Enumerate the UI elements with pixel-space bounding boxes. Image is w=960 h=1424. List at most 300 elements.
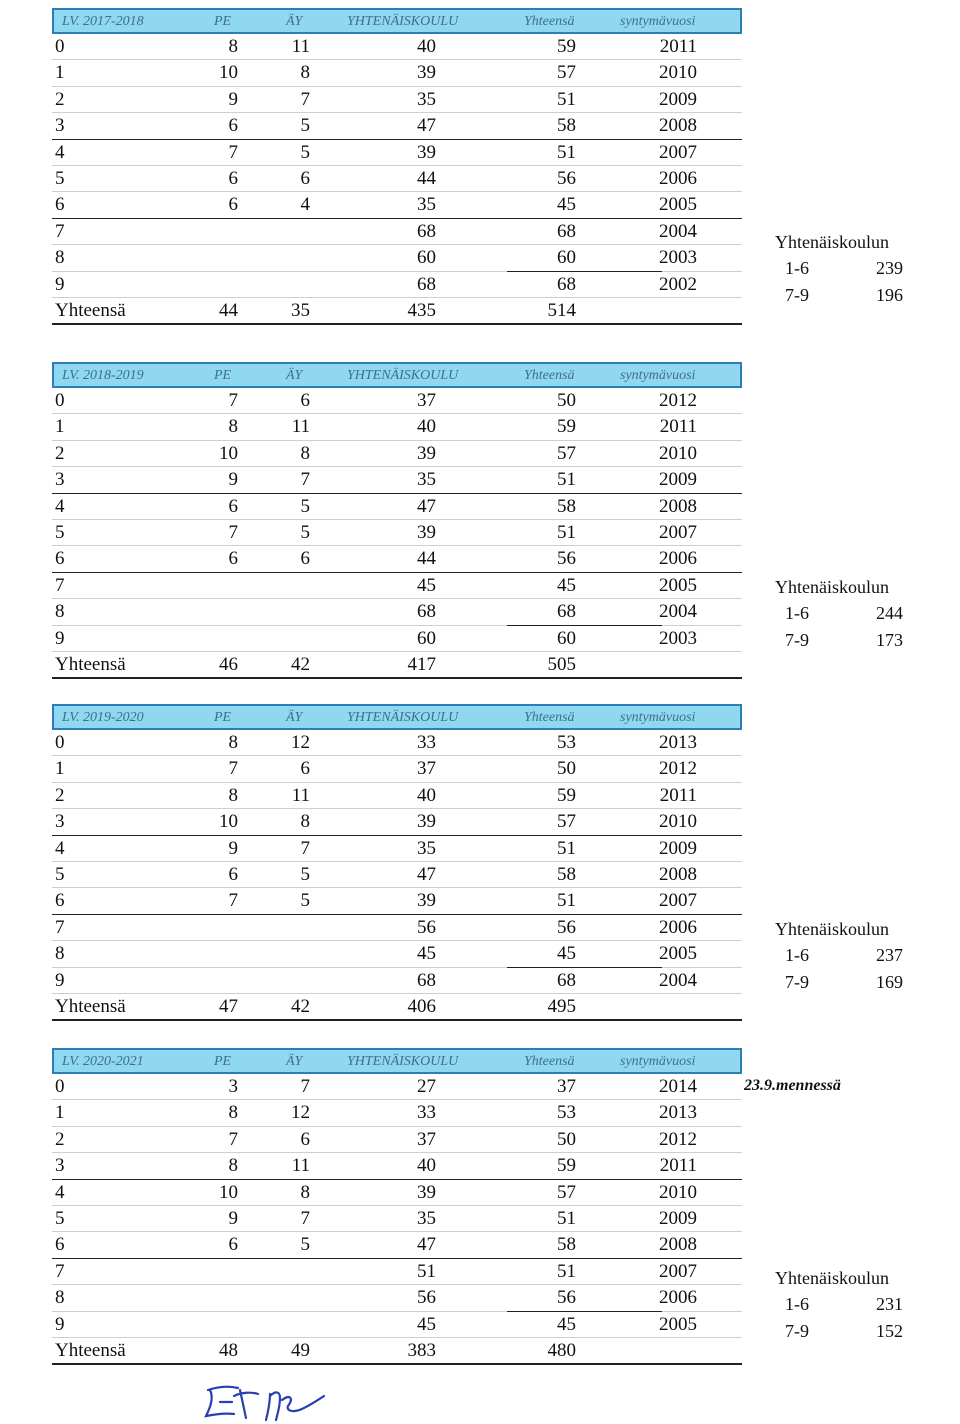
cell-grade: 2: [55, 88, 65, 110]
table-row: [52, 1206, 742, 1232]
cell-syntymavuosi: 2007: [659, 521, 697, 543]
cell-yhtenaiskoulu: 417: [407, 653, 436, 675]
cell-grade: 1: [55, 62, 65, 84]
cell-yhteensa: 51: [557, 837, 576, 859]
header-ay: ÄY: [286, 1054, 303, 1069]
table-row: [52, 219, 742, 245]
cell-ay: 8: [300, 62, 310, 84]
table-row: [52, 1312, 742, 1338]
cell-ay: 5: [300, 495, 310, 517]
cell-syntymavuosi: 2010: [659, 62, 697, 84]
table-row: [52, 414, 742, 440]
summary-title: Yhtenäiskoulun: [775, 919, 889, 939]
summary-title: Yhtenäiskoulun: [775, 577, 889, 597]
cell-pe: 6: [228, 194, 238, 216]
header-syntymavuosi: syntymävuosi: [620, 1054, 696, 1069]
cell-pe: 8: [228, 1102, 238, 1124]
cell-syntymavuosi: 2009: [659, 1207, 697, 1229]
cell-yhtenaiskoulu: 68: [417, 220, 436, 242]
cell-grade: Yhteensä: [55, 1339, 126, 1361]
cell-syntymavuosi: 2010: [659, 442, 697, 464]
cell-yhteensa: 68: [557, 273, 576, 295]
cell-syntymavuosi: 2003: [659, 627, 697, 649]
cell-pe: 7: [228, 521, 238, 543]
cell-yhteensa: 50: [557, 1128, 576, 1150]
cell-pe: 9: [228, 1207, 238, 1229]
table-row: [52, 166, 742, 192]
cell-yhtenaiskoulu: 33: [417, 1102, 436, 1124]
cell-pe: 8: [228, 36, 238, 57]
cell-grade: 4: [55, 495, 65, 517]
cell-grade: 7: [55, 1260, 65, 1282]
summary-grades: 7-9: [785, 285, 809, 305]
table-row: [52, 441, 742, 467]
table-row: [52, 1259, 742, 1285]
total-row: [52, 652, 742, 678]
cell-grade: 6: [55, 194, 65, 216]
signature-mark: [200, 1380, 330, 1424]
cell-yhteensa: 57: [557, 1181, 576, 1203]
header-yhtenaiskoulu: YHTENÄISKOULU: [347, 368, 459, 383]
cell-ay: 6: [300, 167, 310, 189]
cell-yhteensa: 51: [557, 1207, 576, 1229]
cell-grade: 1: [55, 758, 65, 780]
cell-ay: 7: [300, 88, 310, 110]
cell-syntymavuosi: 2006: [659, 167, 697, 189]
cell-yhtenaiskoulu: 47: [417, 115, 436, 137]
cell-yhtenaiskoulu: 39: [417, 811, 436, 833]
cell-syntymavuosi: 2008: [659, 495, 697, 517]
cell-ay: 5: [300, 141, 310, 163]
cell-yhtenaiskoulu: 39: [417, 442, 436, 464]
cell-pe: 7: [228, 390, 238, 411]
sum-underline: [507, 625, 662, 626]
cell-yhtenaiskoulu: 44: [417, 548, 436, 570]
table-row: [52, 272, 742, 298]
cell-grade: Yhteensä: [55, 995, 126, 1017]
cell-pe: 6: [228, 495, 238, 517]
table-header: [52, 362, 742, 388]
cell-pe: 6: [228, 863, 238, 885]
cell-yhteensa: 45: [557, 194, 576, 216]
header-syntymavuosi: syntymävuosi: [620, 14, 696, 29]
summary-count: 231: [876, 1294, 903, 1314]
table-section-2: [52, 362, 742, 678]
header-syntymavuosi: syntymävuosi: [620, 368, 696, 383]
cell-ay: 6: [300, 548, 310, 570]
cell-yhteensa: 53: [557, 732, 576, 753]
header-ay: ÄY: [286, 14, 303, 29]
cell-syntymavuosi: 2011: [659, 1155, 697, 1177]
table-row: [52, 968, 742, 994]
summary-count: 196: [876, 285, 903, 305]
cell-ay: 12: [291, 732, 310, 753]
cell-grade: 2: [55, 784, 65, 806]
table-row: [52, 494, 742, 520]
table-row: [52, 1074, 742, 1100]
cell-yhteensa: 53: [557, 1102, 576, 1124]
cell-grade: 9: [55, 1313, 65, 1335]
cell-grade: 3: [55, 115, 65, 137]
cell-grade: 7: [55, 220, 65, 242]
total-row: [52, 298, 742, 324]
table-row: [52, 573, 742, 599]
cell-ay: 6: [300, 758, 310, 780]
cell-yhteensa: 59: [557, 36, 576, 57]
cell-ay: 4: [300, 194, 310, 216]
cell-syntymavuosi: 2007: [659, 1260, 697, 1282]
cell-ay: 5: [300, 115, 310, 137]
cell-ay: 8: [300, 442, 310, 464]
total-row: [52, 994, 742, 1020]
table-row: [52, 1153, 742, 1179]
cell-yhtenaiskoulu: 45: [417, 1313, 436, 1335]
table-row: [52, 626, 742, 652]
summary-grades: 1-6: [785, 945, 809, 965]
cell-syntymavuosi: 2011: [659, 416, 697, 438]
cell-yhteensa: 58: [557, 863, 576, 885]
header-ay: ÄY: [286, 710, 303, 725]
summary-grades: 1-6: [785, 603, 809, 623]
cell-grade: 3: [55, 811, 65, 833]
cell-yhteensa: 60: [557, 247, 576, 269]
cell-yhteensa: 51: [557, 1260, 576, 1282]
cell-yhteensa: 45: [557, 574, 576, 596]
cell-pe: 10: [219, 442, 238, 464]
cell-yhtenaiskoulu: 68: [417, 601, 436, 623]
cell-yhtenaiskoulu: 47: [417, 1234, 436, 1256]
cell-grade: 6: [55, 890, 65, 912]
cell-yhtenaiskoulu: 68: [417, 969, 436, 991]
cell-ay: 5: [300, 521, 310, 543]
cell-yhteensa: 51: [557, 141, 576, 163]
summary-grades: 7-9: [785, 972, 809, 992]
cell-syntymavuosi: 2009: [659, 88, 697, 110]
summary-grades: 7-9: [785, 630, 809, 650]
cell-ay: 7: [300, 1076, 310, 1097]
summary-grades: 7-9: [785, 1321, 809, 1341]
cell-grade: 5: [55, 1207, 65, 1229]
cell-ay: 11: [291, 416, 310, 438]
cell-ay: 6: [300, 390, 310, 411]
cell-yhteensa: 59: [557, 784, 576, 806]
cell-ay: 7: [300, 837, 310, 859]
cell-yhtenaiskoulu: 37: [417, 758, 436, 780]
cell-syntymavuosi: 2005: [659, 1313, 697, 1335]
cell-pe: 8: [228, 732, 238, 753]
cell-syntymavuosi: 2008: [659, 115, 697, 137]
cell-yhtenaiskoulu: 60: [417, 627, 436, 649]
cell-grade: 8: [55, 943, 65, 965]
cell-yhteensa: 51: [557, 890, 576, 912]
sum-underline: [507, 1311, 662, 1312]
cell-yhteensa: 68: [557, 601, 576, 623]
header-yhtenaiskoulu: YHTENÄISKOULU: [347, 1054, 459, 1069]
cell-syntymavuosi: 2012: [659, 390, 697, 411]
cell-syntymavuosi: 2004: [659, 220, 697, 242]
cell-grade: Yhteensä: [55, 299, 126, 321]
header-yhteensa: Yhteensä: [524, 368, 575, 383]
header-ay: ÄY: [286, 368, 303, 383]
cell-yhtenaiskoulu: 56: [417, 1287, 436, 1309]
cell-ay: 5: [300, 863, 310, 885]
summary-grades: 1-6: [785, 258, 809, 278]
cell-pe: 6: [228, 115, 238, 137]
cell-syntymavuosi: 2006: [659, 548, 697, 570]
cell-pe: 6: [228, 548, 238, 570]
cell-syntymavuosi: 2014: [659, 1076, 697, 1097]
cell-yhtenaiskoulu: 35: [417, 469, 436, 491]
cell-pe: 6: [228, 1234, 238, 1256]
cell-yhteensa: 56: [557, 916, 576, 938]
cell-yhteensa: 51: [557, 469, 576, 491]
cell-grade: 6: [55, 1234, 65, 1256]
cell-syntymavuosi: 2011: [659, 36, 697, 57]
cell-yhteensa: 58: [557, 495, 576, 517]
cell-syntymavuosi: 2002: [659, 273, 697, 295]
cell-yhteensa: 51: [557, 88, 576, 110]
cell-ay: 8: [300, 1181, 310, 1203]
header-grade: LV. 2020-2021: [62, 1054, 144, 1069]
cell-grade: 0: [55, 732, 65, 753]
cell-yhtenaiskoulu: 33: [417, 732, 436, 753]
cell-ay: 12: [291, 1102, 310, 1124]
table-row: [52, 245, 742, 271]
cell-syntymavuosi: 2007: [659, 890, 697, 912]
cell-grade: 9: [55, 969, 65, 991]
table-header: [52, 704, 742, 730]
cell-syntymavuosi: 2006: [659, 1287, 697, 1309]
table-row: [52, 34, 742, 60]
table-row: [52, 1180, 742, 1206]
cell-yhteensa: 57: [557, 62, 576, 84]
table-row: [52, 520, 742, 546]
cell-yhtenaiskoulu: 40: [417, 36, 436, 57]
cell-grade: 1: [55, 1102, 65, 1124]
cell-pe: 10: [219, 62, 238, 84]
cell-yhtenaiskoulu: 39: [417, 141, 436, 163]
cell-pe: 46: [219, 653, 238, 675]
summary-count: 239: [876, 258, 903, 278]
cell-pe: 10: [219, 1181, 238, 1203]
table-row: [52, 836, 742, 862]
cell-grade: 5: [55, 863, 65, 885]
cell-pe: 3: [228, 1076, 238, 1097]
table-row: [52, 783, 742, 809]
cell-yhteensa: 505: [547, 653, 576, 675]
header-grade: LV. 2019-2020: [62, 710, 144, 725]
cell-yhtenaiskoulu: 39: [417, 890, 436, 912]
cell-yhtenaiskoulu: 40: [417, 416, 436, 438]
cell-yhtenaiskoulu: 39: [417, 62, 436, 84]
cell-ay: 11: [291, 36, 310, 57]
cell-yhteensa: 57: [557, 811, 576, 833]
sum-underline: [507, 967, 662, 968]
table-row: [52, 388, 742, 414]
cell-pe: 47: [219, 995, 238, 1017]
cell-yhteensa: 59: [557, 416, 576, 438]
cell-yhtenaiskoulu: 44: [417, 167, 436, 189]
table-section-4: [52, 1048, 742, 1364]
cell-ay: 42: [291, 653, 310, 675]
table-row: [52, 467, 742, 493]
cell-yhteensa: 37: [557, 1076, 576, 1097]
cell-pe: 44: [219, 299, 238, 321]
cell-syntymavuosi: 2005: [659, 943, 697, 965]
table-row: [52, 756, 742, 782]
table-bottom-rule: [52, 323, 742, 325]
cell-pe: 7: [228, 141, 238, 163]
cell-syntymavuosi: 2012: [659, 1128, 697, 1150]
summary-count: 169: [876, 972, 903, 992]
cell-yhteensa: 68: [557, 220, 576, 242]
cell-pe: 8: [228, 416, 238, 438]
cell-yhtenaiskoulu: 383: [407, 1339, 436, 1361]
sum-underline: [507, 271, 662, 272]
cell-yhtenaiskoulu: 45: [417, 574, 436, 596]
cell-grade: 4: [55, 1181, 65, 1203]
cell-yhtenaiskoulu: 27: [417, 1076, 436, 1097]
cell-pe: 6: [228, 167, 238, 189]
cell-yhteensa: 45: [557, 1313, 576, 1335]
cell-yhteensa: 495: [547, 995, 576, 1017]
cell-pe: 7: [228, 890, 238, 912]
date-note: 23.9.mennessä: [744, 1077, 841, 1094]
cell-ay: 6: [300, 1128, 310, 1150]
cell-pe: 9: [228, 837, 238, 859]
cell-yhtenaiskoulu: 68: [417, 273, 436, 295]
cell-yhtenaiskoulu: 35: [417, 837, 436, 859]
table-row: [52, 140, 742, 166]
table-row: [52, 87, 742, 113]
cell-syntymavuosi: 2013: [659, 1102, 697, 1124]
cell-ay: 7: [300, 1207, 310, 1229]
cell-yhteensa: 57: [557, 442, 576, 464]
header-yhteensa: Yhteensä: [524, 1054, 575, 1069]
header-yhteensa: Yhteensä: [524, 14, 575, 29]
cell-syntymavuosi: 2007: [659, 141, 697, 163]
table-row: [52, 1100, 742, 1126]
table-row: [52, 941, 742, 967]
cell-yhtenaiskoulu: 435: [407, 299, 436, 321]
header-grade: LV. 2017-2018: [62, 14, 144, 29]
cell-pe: 48: [219, 1339, 238, 1361]
header-pe: PE: [214, 710, 232, 725]
cell-syntymavuosi: 2006: [659, 916, 697, 938]
cell-pe: 9: [228, 88, 238, 110]
cell-yhtenaiskoulu: 56: [417, 916, 436, 938]
cell-yhteensa: 68: [557, 969, 576, 991]
cell-syntymavuosi: 2008: [659, 1234, 697, 1256]
cell-yhtenaiskoulu: 47: [417, 863, 436, 885]
total-row: [52, 1338, 742, 1364]
header-pe: PE: [214, 14, 232, 29]
cell-syntymavuosi: 2010: [659, 1181, 697, 1203]
cell-grade: 0: [55, 390, 65, 411]
table-row: [52, 1127, 742, 1153]
cell-yhtenaiskoulu: 40: [417, 784, 436, 806]
cell-syntymavuosi: 2003: [659, 247, 697, 269]
cell-grade: 8: [55, 1287, 65, 1309]
summary-count: 244: [876, 603, 903, 623]
table-row: [52, 888, 742, 914]
cell-grade: 1: [55, 416, 65, 438]
cell-yhtenaiskoulu: 40: [417, 1155, 436, 1177]
table-bottom-rule: [52, 677, 742, 679]
cell-syntymavuosi: 2013: [659, 732, 697, 753]
cell-syntymavuosi: 2012: [659, 758, 697, 780]
cell-yhteensa: 50: [557, 390, 576, 411]
cell-grade: 6: [55, 548, 65, 570]
cell-grade: 4: [55, 141, 65, 163]
table-row: [52, 546, 742, 572]
cell-syntymavuosi: 2005: [659, 194, 697, 216]
cell-syntymavuosi: 2009: [659, 837, 697, 859]
cell-yhtenaiskoulu: 35: [417, 88, 436, 110]
cell-pe: 10: [219, 811, 238, 833]
cell-yhteensa: 58: [557, 115, 576, 137]
cell-syntymavuosi: 2008: [659, 863, 697, 885]
header-yhtenaiskoulu: YHTENÄISKOULU: [347, 14, 459, 29]
cell-yhtenaiskoulu: 39: [417, 1181, 436, 1203]
cell-syntymavuosi: 2004: [659, 601, 697, 623]
cell-yhteensa: 50: [557, 758, 576, 780]
summary-count: 173: [876, 630, 903, 650]
table-row: [52, 730, 742, 756]
cell-ay: 5: [300, 890, 310, 912]
summary-count: 237: [876, 945, 903, 965]
table-bottom-rule: [52, 1363, 742, 1365]
cell-yhteensa: 56: [557, 548, 576, 570]
table-header: [52, 1048, 742, 1074]
cell-grade: 0: [55, 36, 65, 57]
header-yhteensa: Yhteensä: [524, 710, 575, 725]
cell-syntymavuosi: 2009: [659, 469, 697, 491]
summary-count: 152: [876, 1321, 903, 1341]
cell-ay: 5: [300, 1234, 310, 1256]
table-row: [52, 192, 742, 218]
table-row: [52, 60, 742, 86]
cell-ay: 7: [300, 469, 310, 491]
cell-yhteensa: 45: [557, 943, 576, 965]
summary-title: Yhtenäiskoulun: [775, 232, 889, 252]
cell-grade: 3: [55, 1155, 65, 1177]
cell-yhteensa: 56: [557, 1287, 576, 1309]
cell-grade: 5: [55, 167, 65, 189]
cell-grade: 9: [55, 273, 65, 295]
table-row: [52, 1285, 742, 1311]
table-row: [52, 1232, 742, 1258]
header-grade: LV. 2018-2019: [62, 368, 144, 383]
cell-ay: 42: [291, 995, 310, 1017]
cell-grade: 7: [55, 916, 65, 938]
cell-grade: 9: [55, 627, 65, 649]
header-syntymavuosi: syntymävuosi: [620, 710, 696, 725]
table-section-3: [52, 704, 742, 1020]
cell-yhteensa: 59: [557, 1155, 576, 1177]
cell-grade: 0: [55, 1076, 65, 1097]
cell-pe: 8: [228, 1155, 238, 1177]
summary-title: Yhtenäiskoulun: [775, 1268, 889, 1288]
cell-yhtenaiskoulu: 37: [417, 390, 436, 411]
cell-yhtenaiskoulu: 60: [417, 247, 436, 269]
cell-yhteensa: 58: [557, 1234, 576, 1256]
cell-pe: 8: [228, 784, 238, 806]
table-row: [52, 113, 742, 139]
cell-grade: 3: [55, 469, 65, 491]
cell-pe: 7: [228, 758, 238, 780]
cell-yhtenaiskoulu: 51: [417, 1260, 436, 1282]
